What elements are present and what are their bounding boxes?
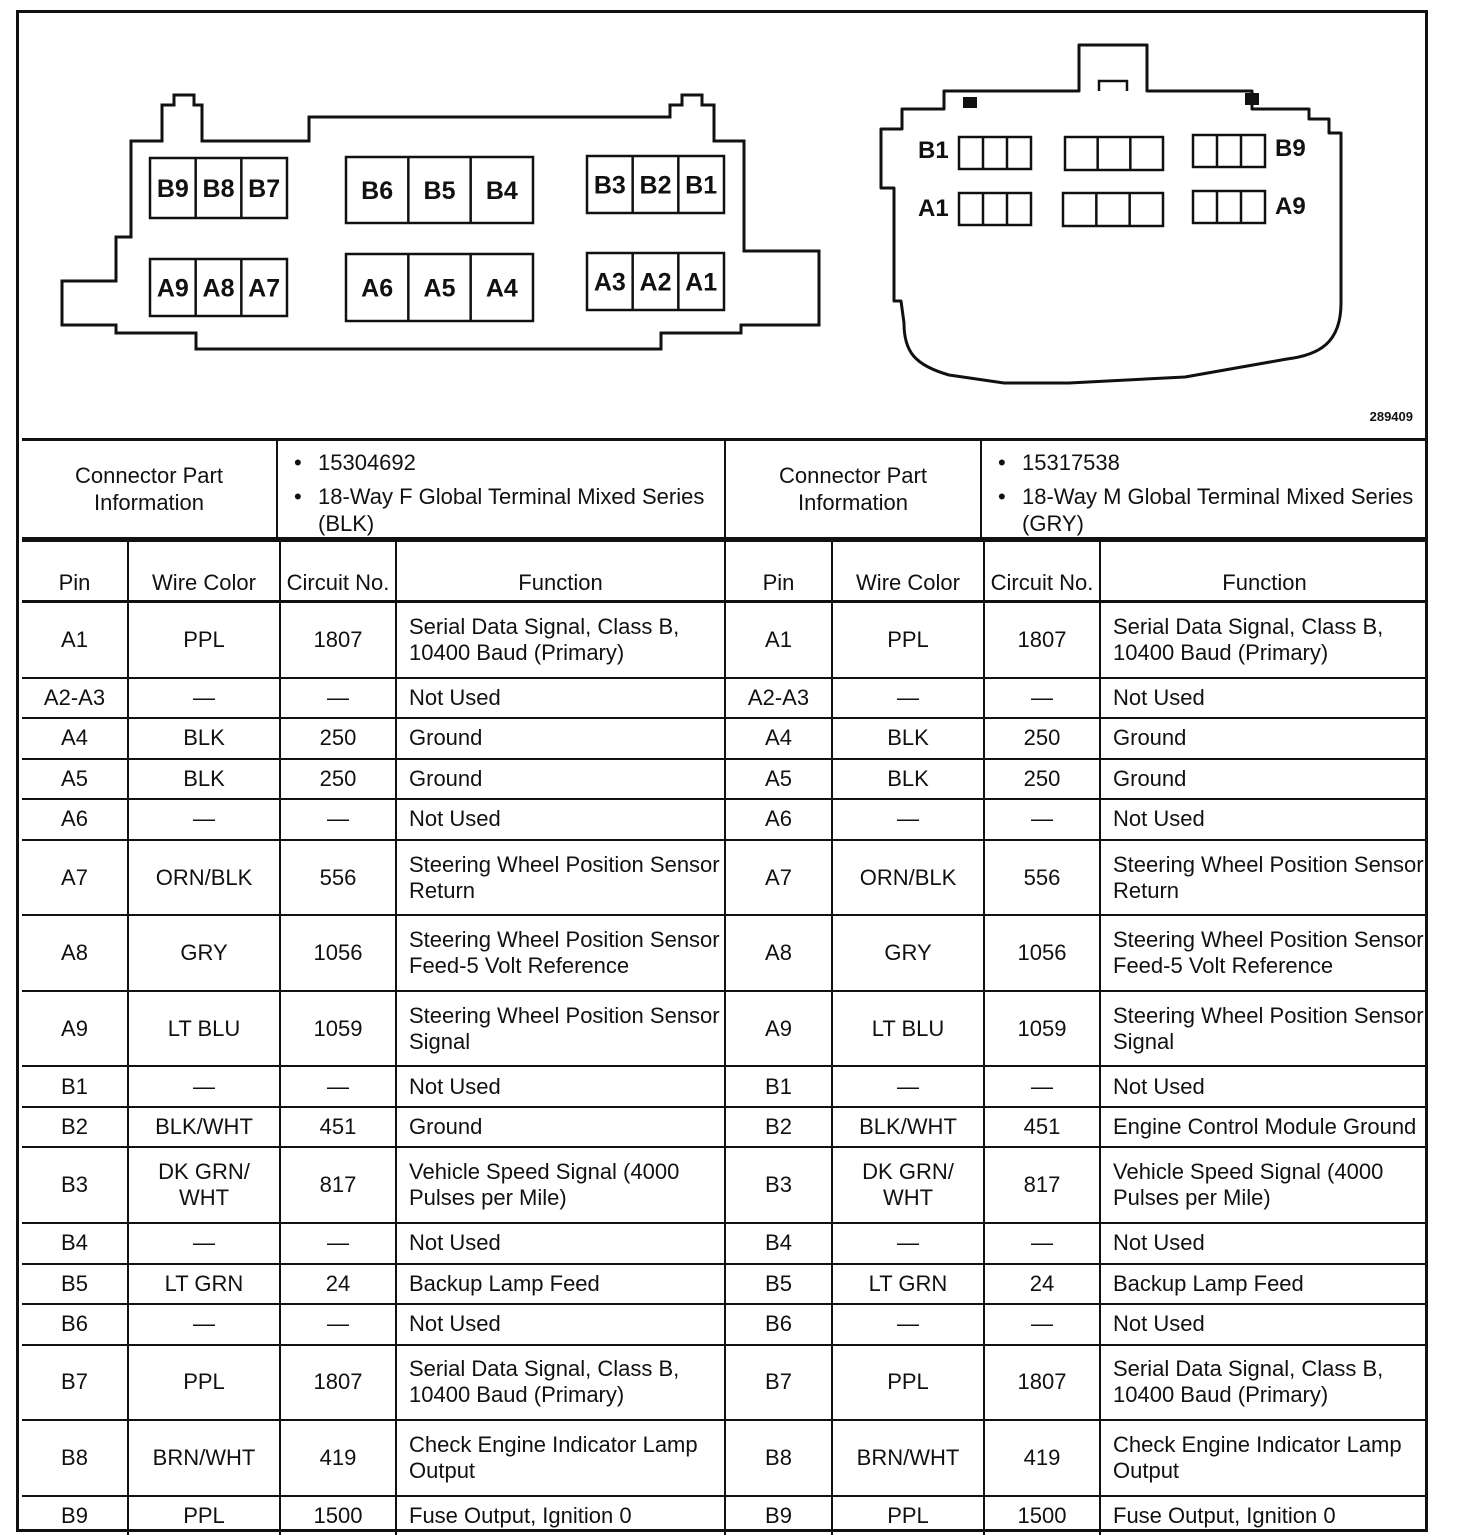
function-cell: Not Used: [396, 1066, 724, 1106]
table-row: [726, 759, 1428, 799]
wire-color-cell: BRN/WHT: [128, 1420, 280, 1496]
cavity-label: A4: [485, 274, 518, 303]
circuit-no-cell: —: [984, 799, 1100, 839]
wire-color-cell: LT BLU: [832, 991, 984, 1067]
table-row: [726, 1107, 1428, 1147]
left-connector-table: [22, 438, 724, 1535]
function-cell: Serial Data Signal, Class B, 10400 Baud (Primary): [396, 1345, 724, 1421]
function-cell: Not Used: [396, 1223, 724, 1263]
table-row: [726, 1345, 1428, 1421]
function-cell: Not Used: [1100, 1223, 1428, 1263]
circuit-no-cell: 817: [984, 1147, 1100, 1223]
header-pin: Pin: [22, 541, 128, 602]
pin-cell: A5: [726, 759, 832, 799]
wire-color-cell: PPL: [832, 602, 984, 678]
wire-color-cell: GRY: [128, 915, 280, 991]
function-cell: Fuse Output, Ignition 0: [396, 1496, 724, 1535]
cavity-label: B6: [361, 177, 394, 205]
table-row: [726, 840, 1428, 916]
pin-cell: B4: [726, 1223, 832, 1263]
right-connector-latch-mark: [1245, 93, 1259, 105]
circuit-no-cell: 24: [984, 1264, 1100, 1304]
wire-color-cell: PPL: [128, 602, 280, 678]
pin-cell: A2-A3: [726, 678, 832, 718]
part-number: • 15317538: [1022, 449, 1428, 476]
wire-color-cell: ORN/BLK: [128, 840, 280, 916]
function-cell: Not Used: [1100, 1304, 1428, 1344]
pin-cell: A7: [22, 840, 128, 916]
wire-color-cell: BLK: [832, 718, 984, 758]
table-row: [726, 1147, 1428, 1223]
function-cell: Steering Wheel Position Sensor Signal: [1100, 991, 1428, 1067]
function-cell: Not Used: [396, 678, 724, 718]
cavity-label: A2: [639, 268, 672, 297]
function-cell: Not Used: [1100, 1066, 1428, 1106]
pin-cell: B7: [22, 1345, 128, 1421]
pin-cell: B8: [22, 1420, 128, 1496]
connector-info-label: Connector Part Information: [22, 441, 278, 537]
table-row: [22, 1147, 724, 1223]
table-row: [22, 1304, 724, 1344]
header-function: Function: [396, 541, 724, 602]
connector-info-label: Connector Part Information: [726, 441, 982, 537]
cavity-label: B7: [248, 175, 281, 203]
wire-color-cell: DK GRN/ WHT: [832, 1147, 984, 1223]
wire-color-cell: BLK: [128, 759, 280, 799]
circuit-no-cell: 250: [984, 718, 1100, 758]
table-row: [22, 718, 724, 758]
function-cell: Backup Lamp Feed: [396, 1264, 724, 1304]
table-row: [22, 1066, 724, 1106]
pin-cell: B7: [726, 1345, 832, 1421]
cavity-group: [1063, 193, 1163, 226]
table-row: [726, 799, 1428, 839]
cavity-label: A6: [361, 274, 394, 303]
header-pin: Pin: [726, 541, 832, 602]
cavity-label: B5: [423, 177, 456, 205]
pin-cell: B3: [726, 1147, 832, 1223]
circuit-no-cell: 556: [984, 840, 1100, 916]
circuit-no-cell: —: [280, 1066, 396, 1106]
cavity-group: [1193, 191, 1265, 223]
right-b-end-label: B9: [1275, 135, 1306, 162]
connector-info-values: [278, 441, 724, 537]
right-a-end-label: A9: [1275, 193, 1306, 220]
table-row: [726, 1264, 1428, 1304]
function-cell: Serial Data Signal, Class B, 10400 Baud (Primary): [1100, 602, 1428, 678]
cavity-label: B1: [685, 171, 718, 200]
table-row: [22, 915, 724, 991]
connector-drawing: [19, 13, 1425, 438]
pin-cell: A1: [726, 602, 832, 678]
circuit-no-cell: 24: [280, 1264, 396, 1304]
cavity-label: A7: [248, 274, 281, 303]
wire-color-cell: BLK/WHT: [832, 1107, 984, 1147]
table-row: [22, 840, 724, 916]
connector-tables: [22, 438, 1428, 1532]
circuit-no-cell: 1807: [984, 1345, 1100, 1421]
circuit-no-cell: 817: [280, 1147, 396, 1223]
circuit-no-cell: 1059: [280, 991, 396, 1067]
circuit-no-cell: 1500: [280, 1496, 396, 1535]
part-number: • 15304692: [318, 449, 724, 476]
table-row: [22, 1496, 724, 1535]
circuit-no-cell: 1807: [984, 602, 1100, 678]
function-cell: Ground: [1100, 718, 1428, 758]
pin-cell: B9: [726, 1496, 832, 1535]
circuit-no-cell: 250: [984, 759, 1100, 799]
function-cell: Serial Data Signal, Class B, 10400 Baud (Primary): [396, 602, 724, 678]
circuit-no-cell: 556: [280, 840, 396, 916]
cavity-group: [959, 193, 1031, 225]
table-row: [22, 991, 724, 1067]
header-circuit-no: Circuit No.: [280, 541, 396, 602]
circuit-no-cell: 1500: [984, 1496, 1100, 1535]
wire-color-cell: —: [128, 1066, 280, 1106]
function-cell: Check Engine Indicator Lamp Output: [1100, 1420, 1428, 1496]
wire-color-cell: BRN/WHT: [832, 1420, 984, 1496]
table-row: [726, 915, 1428, 991]
circuit-no-cell: —: [280, 1223, 396, 1263]
pin-cell: B5: [726, 1264, 832, 1304]
function-cell: Check Engine Indicator Lamp Output: [396, 1420, 724, 1496]
right-connector-outline: [881, 45, 1341, 383]
function-cell: Steering Wheel Position Sensor Signal: [396, 991, 724, 1067]
wire-color-cell: PPL: [128, 1496, 280, 1535]
pin-cell: B2: [22, 1107, 128, 1147]
function-cell: Steering Wheel Position Sensor Return: [396, 840, 724, 916]
pin-cell: B4: [22, 1223, 128, 1263]
connector-description: • 18-Way M Global Terminal Mixed Series (GRY): [1022, 483, 1428, 537]
pin-cell: B2: [726, 1107, 832, 1147]
left-pinout-rows: [22, 602, 724, 1536]
wire-color-cell: GRY: [832, 915, 984, 991]
pin-cell: B5: [22, 1264, 128, 1304]
function-cell: Not Used: [396, 799, 724, 839]
circuit-no-cell: 451: [280, 1107, 396, 1147]
cavity-label: A5: [423, 274, 456, 303]
function-cell: Backup Lamp Feed: [1100, 1264, 1428, 1304]
function-cell: Steering Wheel Position Sensor Feed-5 Volt Reference: [396, 915, 724, 991]
pin-cell: A6: [22, 799, 128, 839]
circuit-no-cell: —: [280, 678, 396, 718]
pin-cell: A1: [22, 602, 128, 678]
circuit-no-cell: —: [984, 1304, 1100, 1344]
table-row: [22, 1264, 724, 1304]
pin-cell: A7: [726, 840, 832, 916]
circuit-no-cell: 1056: [280, 915, 396, 991]
function-cell: Vehicle Speed Signal (4000 Pulses per Mile): [1100, 1147, 1428, 1223]
cavity-group: [1065, 137, 1163, 170]
wire-color-cell: ORN/BLK: [832, 840, 984, 916]
circuit-no-cell: 419: [984, 1420, 1100, 1496]
function-cell: Ground: [1100, 759, 1428, 799]
function-cell: Steering Wheel Position Sensor Return: [1100, 840, 1428, 916]
right-pinout-table: [726, 540, 1428, 1535]
circuit-no-cell: 1059: [984, 991, 1100, 1067]
function-cell: Not Used: [1100, 799, 1428, 839]
pin-cell: A8: [22, 915, 128, 991]
connector-description: • 18-Way F Global Terminal Mixed Series (BLK): [318, 483, 724, 537]
table-row: [22, 799, 724, 839]
right-b-start-label: B1: [918, 137, 949, 164]
cavity-label: A9: [156, 274, 189, 303]
wire-color-cell: BLK: [128, 718, 280, 758]
function-cell: Ground: [396, 718, 724, 758]
table-row: [726, 1066, 1428, 1106]
table-row: [22, 1345, 724, 1421]
function-cell: Ground: [396, 1107, 724, 1147]
table-row: [22, 1223, 724, 1263]
circuit-no-cell: —: [984, 1066, 1100, 1106]
cavity-group: [1193, 135, 1265, 167]
table-row: [726, 1420, 1428, 1496]
circuit-no-cell: 250: [280, 759, 396, 799]
pin-cell: A9: [726, 991, 832, 1067]
circuit-no-cell: —: [280, 1304, 396, 1344]
pin-cell: B1: [726, 1066, 832, 1106]
cavity-label: B2: [639, 171, 672, 200]
pin-cell: B1: [22, 1066, 128, 1106]
right-a-start-label: A1: [918, 195, 949, 222]
function-cell: Engine Control Module Ground: [1100, 1107, 1428, 1147]
left-connector-info: [22, 441, 724, 540]
wire-color-cell: —: [832, 1066, 984, 1106]
cavity-label: B3: [593, 171, 626, 200]
circuit-no-cell: 1807: [280, 1345, 396, 1421]
table-row: [22, 1420, 724, 1496]
circuit-no-cell: —: [984, 1223, 1100, 1263]
figure-id: 289409: [1369, 409, 1413, 424]
table-row: [22, 759, 724, 799]
right-connector-cavities: [959, 135, 1265, 226]
table-row: [726, 718, 1428, 758]
wire-color-cell: LT BLU: [128, 991, 280, 1067]
cavity-label: B8: [202, 175, 235, 203]
function-cell: Vehicle Speed Signal (4000 Pulses per Mile): [396, 1147, 724, 1223]
wire-color-cell: LT GRN: [128, 1264, 280, 1304]
circuit-no-cell: 1807: [280, 602, 396, 678]
table-row: [726, 991, 1428, 1067]
function-cell: Serial Data Signal, Class B, 10400 Baud (Primary): [1100, 1345, 1428, 1421]
function-cell: Ground: [396, 759, 724, 799]
pin-cell: A6: [726, 799, 832, 839]
table-row: [726, 1304, 1428, 1344]
pin-cell: B8: [726, 1420, 832, 1496]
cavity-label: B4: [485, 177, 518, 205]
table-row: [726, 1223, 1428, 1263]
right-connector-info: [726, 441, 1428, 540]
cavity-label: B9: [156, 175, 189, 203]
wire-color-cell: DK GRN/ WHT: [128, 1147, 280, 1223]
pin-cell: A4: [726, 718, 832, 758]
circuit-no-cell: 451: [984, 1107, 1100, 1147]
wire-color-cell: LT GRN: [832, 1264, 984, 1304]
right-connector-latch-mark: [963, 97, 977, 108]
wire-color-cell: BLK/WHT: [128, 1107, 280, 1147]
function-cell: Not Used: [396, 1304, 724, 1344]
circuit-no-cell: 1056: [984, 915, 1100, 991]
table-row: [22, 602, 724, 678]
pin-cell: A2-A3: [22, 678, 128, 718]
function-cell: Fuse Output, Ignition 0: [1100, 1496, 1428, 1535]
wire-color-cell: PPL: [832, 1496, 984, 1535]
wire-color-cell: BLK: [832, 759, 984, 799]
table-row: [22, 678, 724, 718]
table-row: [726, 602, 1428, 678]
wire-color-cell: —: [832, 1304, 984, 1344]
wire-color-cell: —: [832, 799, 984, 839]
connector-info-values: [982, 441, 1428, 537]
pin-cell: A5: [22, 759, 128, 799]
cavity-label: A1: [685, 268, 718, 297]
function-cell: Steering Wheel Position Sensor Feed-5 Volt Reference: [1100, 915, 1428, 991]
wire-color-cell: —: [832, 678, 984, 718]
pin-cell: B6: [22, 1304, 128, 1344]
wire-color-cell: —: [128, 799, 280, 839]
pin-cell: A9: [22, 991, 128, 1067]
left-connector-cavities: [150, 156, 724, 321]
header-wire-color: Wire Color: [832, 541, 984, 602]
cavity-group: [959, 137, 1031, 169]
document-frame: [16, 10, 1428, 1532]
wire-color-cell: —: [128, 678, 280, 718]
wire-color-cell: PPL: [128, 1345, 280, 1421]
table-row: [22, 1107, 724, 1147]
wire-color-cell: —: [128, 1223, 280, 1263]
circuit-no-cell: 250: [280, 718, 396, 758]
header-function: Function: [1100, 541, 1428, 602]
table-row: [726, 678, 1428, 718]
cavity-label: A3: [593, 268, 626, 297]
circuit-no-cell: —: [280, 799, 396, 839]
wire-color-cell: —: [128, 1304, 280, 1344]
wire-color-cell: —: [832, 1223, 984, 1263]
connector-diagram: [19, 13, 1425, 438]
pin-cell: A4: [22, 718, 128, 758]
pin-cell: A8: [726, 915, 832, 991]
header-wire-color: Wire Color: [128, 541, 280, 602]
wire-color-cell: PPL: [832, 1345, 984, 1421]
cavity-label: A8: [202, 274, 235, 303]
pin-cell: B6: [726, 1304, 832, 1344]
header-circuit-no: Circuit No.: [984, 541, 1100, 602]
right-pinout-rows: [726, 602, 1428, 1536]
left-pinout-table: [22, 540, 724, 1535]
pin-cell: B3: [22, 1147, 128, 1223]
function-cell: Not Used: [1100, 678, 1428, 718]
circuit-no-cell: —: [984, 678, 1100, 718]
right-connector-table: [724, 438, 1428, 1535]
table-row: [726, 1496, 1428, 1535]
pin-cell: B9: [22, 1496, 128, 1535]
circuit-no-cell: 419: [280, 1420, 396, 1496]
